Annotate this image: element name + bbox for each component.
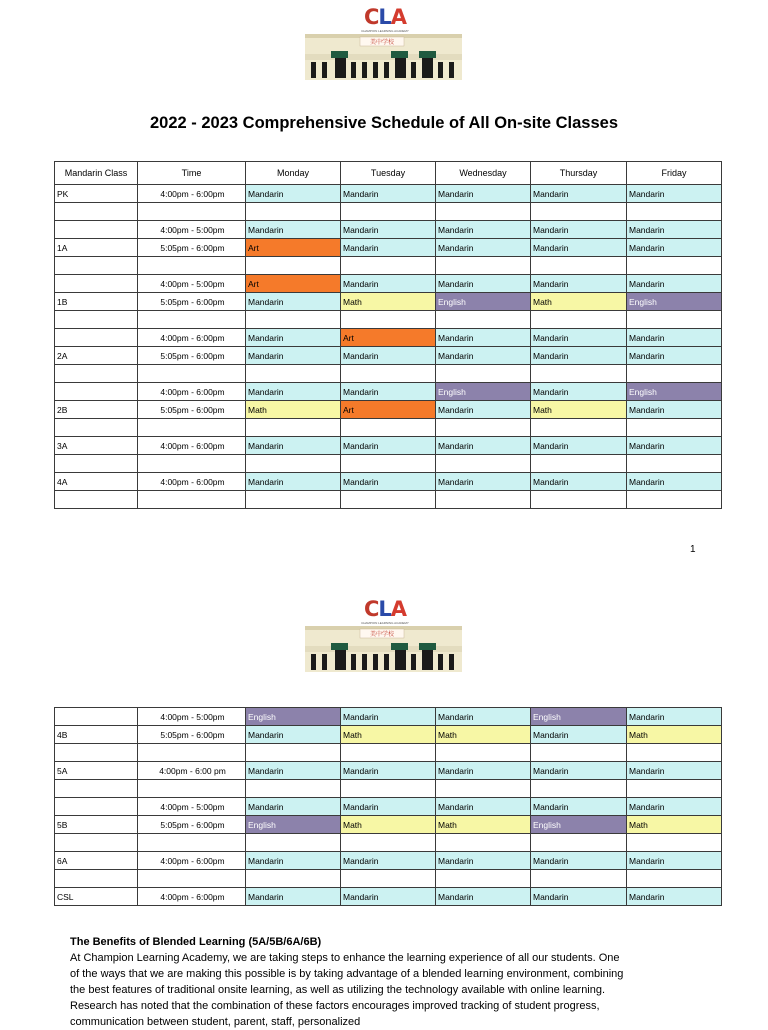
table-row <box>55 401 722 419</box>
table-row <box>55 221 722 239</box>
svg-text:美中学校: 美中学校 <box>369 631 395 638</box>
subject-cell: English <box>531 708 627 726</box>
spacer-row <box>55 834 722 852</box>
subject-cell: Mandarin <box>531 798 627 816</box>
subject-cell: Mandarin <box>341 888 436 906</box>
time-cell: 4:00pm - 6:00pm <box>138 329 246 347</box>
subject-cell: Mandarin <box>341 221 436 239</box>
subject-cell: Mandarin <box>531 437 627 455</box>
subject-cell: Mandarin <box>531 762 627 780</box>
class-grade-cell: 1A <box>55 239 138 257</box>
table-row <box>55 726 722 744</box>
subject-cell: Mandarin <box>627 347 722 365</box>
subject-cell: Mandarin <box>627 762 722 780</box>
benefits-heading: The Benefits of Blended Learning (5A/5B/6A/6B) <box>70 936 322 948</box>
class-grade-cell: PK <box>55 185 138 203</box>
header-wednesday: Wednesday <box>436 162 531 185</box>
subject-cell: Mandarin <box>627 708 722 726</box>
subject-cell: Math <box>341 816 436 834</box>
subject-cell: Mandarin <box>436 275 531 293</box>
subject-cell: Mandarin <box>627 888 722 906</box>
table-row <box>55 473 722 491</box>
subject-cell: Mandarin <box>531 888 627 906</box>
table-row <box>55 293 722 311</box>
time-cell: 4:00pm - 5:00pm <box>138 221 246 239</box>
subject-cell: English <box>246 708 341 726</box>
table-row <box>55 762 722 780</box>
subject-cell: English <box>436 383 531 401</box>
class-grade-cell: 5B <box>55 816 138 834</box>
table-row <box>55 185 722 203</box>
subject-cell: Math <box>246 401 341 419</box>
subject-cell: Art <box>246 275 341 293</box>
time-cell: 4:00pm - 6:00pm <box>138 888 246 906</box>
subject-cell: Mandarin <box>531 473 627 491</box>
table-row <box>55 275 722 293</box>
spacer-row <box>55 744 722 762</box>
subject-cell: Mandarin <box>341 185 436 203</box>
document-title: 2022 - 2023 Comprehensive Schedule of All On-site Classes <box>150 114 618 132</box>
time-cell: 5:05pm - 6:00pm <box>138 239 246 257</box>
subject-cell: Mandarin <box>436 185 531 203</box>
subject-cell: Mandarin <box>531 275 627 293</box>
subject-cell: Mandarin <box>531 852 627 870</box>
subject-cell: Math <box>436 726 531 744</box>
logo-letters: CLA <box>363 5 407 29</box>
spacer-row <box>55 419 722 437</box>
time-cell: 4:00pm - 6:00pm <box>138 185 246 203</box>
subject-cell: Mandarin <box>436 329 531 347</box>
table-row <box>55 852 722 870</box>
subject-cell: Mandarin <box>436 762 531 780</box>
subject-cell: English <box>436 293 531 311</box>
subject-cell: Mandarin <box>627 852 722 870</box>
subject-cell: Mandarin <box>341 275 436 293</box>
class-grade-cell <box>55 708 138 726</box>
subject-cell: English <box>627 383 722 401</box>
subject-cell: Mandarin <box>341 852 436 870</box>
subject-cell: Mandarin <box>246 798 341 816</box>
page-number: 1 <box>690 544 696 555</box>
subject-cell: Mandarin <box>246 852 341 870</box>
spacer-row <box>55 311 722 329</box>
class-grade-cell <box>55 275 138 293</box>
header-monday: Monday <box>246 162 341 185</box>
table-row <box>55 329 722 347</box>
subject-cell: Math <box>436 816 531 834</box>
class-grade-cell: 5A <box>55 762 138 780</box>
class-grade-cell: 2A <box>55 347 138 365</box>
class-grade-cell <box>55 383 138 401</box>
time-cell: 4:00pm - 6:00pm <box>138 473 246 491</box>
class-grade-cell: 1B <box>55 293 138 311</box>
subject-cell: Mandarin <box>341 798 436 816</box>
subject-cell: Mandarin <box>627 185 722 203</box>
subject-cell: Mandarin <box>246 383 341 401</box>
subject-cell: Mandarin <box>531 239 627 257</box>
svg-text:美中学校: 美中学校 <box>369 39 395 46</box>
subject-cell: English <box>627 293 722 311</box>
class-grade-cell: CSL <box>55 888 138 906</box>
subject-cell: Math <box>341 726 436 744</box>
school-building-icon <box>305 626 465 672</box>
subject-cell: Mandarin <box>627 401 722 419</box>
class-grade-cell <box>55 221 138 239</box>
subject-cell: Mandarin <box>627 275 722 293</box>
time-cell: 4:00pm - 5:00pm <box>138 798 246 816</box>
time-cell: 5:05pm - 6:00pm <box>138 816 246 834</box>
time-cell: 4:00pm - 6:00pm <box>138 383 246 401</box>
subject-cell: Mandarin <box>436 708 531 726</box>
subject-cell: Mandarin <box>627 798 722 816</box>
class-grade-cell <box>55 329 138 347</box>
subject-cell: Mandarin <box>436 798 531 816</box>
spacer-row <box>55 491 722 509</box>
time-cell: 5:05pm - 6:00pm <box>138 401 246 419</box>
subject-cell: Mandarin <box>341 347 436 365</box>
header-thursday: Thursday <box>531 162 627 185</box>
class-grade-cell: 6A <box>55 852 138 870</box>
subject-cell: Mandarin <box>436 852 531 870</box>
subject-cell: Mandarin <box>436 437 531 455</box>
subject-cell: Math <box>627 816 722 834</box>
subject-cell: Mandarin <box>246 473 341 491</box>
subject-cell: Mandarin <box>341 762 436 780</box>
subject-cell: Mandarin <box>436 239 531 257</box>
subject-cell: Mandarin <box>531 347 627 365</box>
time-cell: 4:00pm - 6:00pm <box>138 852 246 870</box>
subject-cell: Mandarin <box>341 437 436 455</box>
spacer-row <box>55 455 722 473</box>
time-cell: 4:00pm - 6:00 pm <box>138 762 246 780</box>
subject-cell: English <box>531 816 627 834</box>
subject-cell: Mandarin <box>436 888 531 906</box>
table-row <box>55 347 722 365</box>
header-friday: Friday <box>627 162 722 185</box>
subject-cell: Mandarin <box>627 239 722 257</box>
schedule-table-2 <box>54 707 722 906</box>
spacer-row <box>55 365 722 383</box>
subject-cell: Mandarin <box>341 239 436 257</box>
time-cell: 4:00pm - 5:00pm <box>138 275 246 293</box>
logo-tagline: CHAMPION LEARNING ACADEMY <box>361 621 409 625</box>
subject-cell: Math <box>531 401 627 419</box>
time-cell: 5:05pm - 6:00pm <box>138 726 246 744</box>
class-grade-cell: 3A <box>55 437 138 455</box>
subject-cell: Mandarin <box>627 437 722 455</box>
subject-cell: Mandarin <box>341 383 436 401</box>
table-row <box>55 888 722 906</box>
time-cell: 4:00pm - 6:00pm <box>138 437 246 455</box>
benefits-body: At Champion Learning Academy, we are taking steps to enhance the learning experience of all our students. One of the ways that we are making this possible is by taking advantage of a blended learning environment, combining the best features of traditional onsite learning, as well as utilizing the technology available with online learning. Research has noted that the combination of these factors encourages improved tracking of student progress, communication between student, parent, staff, personalized <box>70 952 624 1028</box>
subject-cell: Art <box>246 239 341 257</box>
school-building-icon <box>305 34 465 80</box>
header-tuesday: Tuesday <box>341 162 436 185</box>
subject-cell: Mandarin <box>246 185 341 203</box>
schedule-table-1 <box>54 161 722 509</box>
table-row <box>55 798 722 816</box>
subject-cell: Mandarin <box>531 383 627 401</box>
table-row <box>55 239 722 257</box>
subject-cell: Mandarin <box>627 473 722 491</box>
subject-cell: Mandarin <box>246 762 341 780</box>
subject-cell: Mandarin <box>436 473 531 491</box>
header-mandarin-class: Mandarin Class <box>55 162 138 185</box>
subject-cell: Mandarin <box>436 221 531 239</box>
subject-cell: Mandarin <box>531 726 627 744</box>
subject-cell: Art <box>341 401 436 419</box>
subject-cell: Mandarin <box>531 185 627 203</box>
subject-cell: Math <box>531 293 627 311</box>
spacer-row <box>55 203 722 221</box>
subject-cell: English <box>246 816 341 834</box>
subject-cell: Mandarin <box>246 329 341 347</box>
header-time: Time <box>138 162 246 185</box>
class-grade-cell <box>55 798 138 816</box>
subject-cell: Mandarin <box>627 329 722 347</box>
subject-cell: Mandarin <box>436 401 531 419</box>
subject-cell: Mandarin <box>531 329 627 347</box>
time-cell: 5:05pm - 6:00pm <box>138 347 246 365</box>
subject-cell: Mandarin <box>246 437 341 455</box>
spacer-row <box>55 780 722 798</box>
academy-logo-page-2 <box>305 597 465 672</box>
subject-cell: Mandarin <box>341 708 436 726</box>
subject-cell: Mandarin <box>246 221 341 239</box>
table-row <box>55 437 722 455</box>
benefits-section <box>70 934 630 1030</box>
subject-cell: Mandarin <box>246 347 341 365</box>
academy-logo <box>305 5 465 80</box>
subject-cell: Mandarin <box>246 293 341 311</box>
subject-cell: Mandarin <box>436 347 531 365</box>
subject-cell: Art <box>341 329 436 347</box>
class-grade-cell: 4B <box>55 726 138 744</box>
time-cell: 5:05pm - 6:00pm <box>138 293 246 311</box>
logo-tagline: CHAMPION LEARNING ACADEMY <box>361 29 409 33</box>
subject-cell: Math <box>341 293 436 311</box>
spacer-row <box>55 870 722 888</box>
subject-cell: Mandarin <box>341 473 436 491</box>
table-row <box>55 383 722 401</box>
time-cell: 4:00pm - 5:00pm <box>138 708 246 726</box>
subject-cell: Math <box>627 726 722 744</box>
table-row <box>55 708 722 726</box>
class-grade-cell: 4A <box>55 473 138 491</box>
subject-cell: Mandarin <box>531 221 627 239</box>
subject-cell: Mandarin <box>627 221 722 239</box>
logo-letters: CLA <box>363 597 407 621</box>
table-header-row <box>55 162 722 185</box>
class-grade-cell: 2B <box>55 401 138 419</box>
subject-cell: Mandarin <box>246 726 341 744</box>
subject-cell: Mandarin <box>246 888 341 906</box>
spacer-row <box>55 257 722 275</box>
table-row <box>55 816 722 834</box>
